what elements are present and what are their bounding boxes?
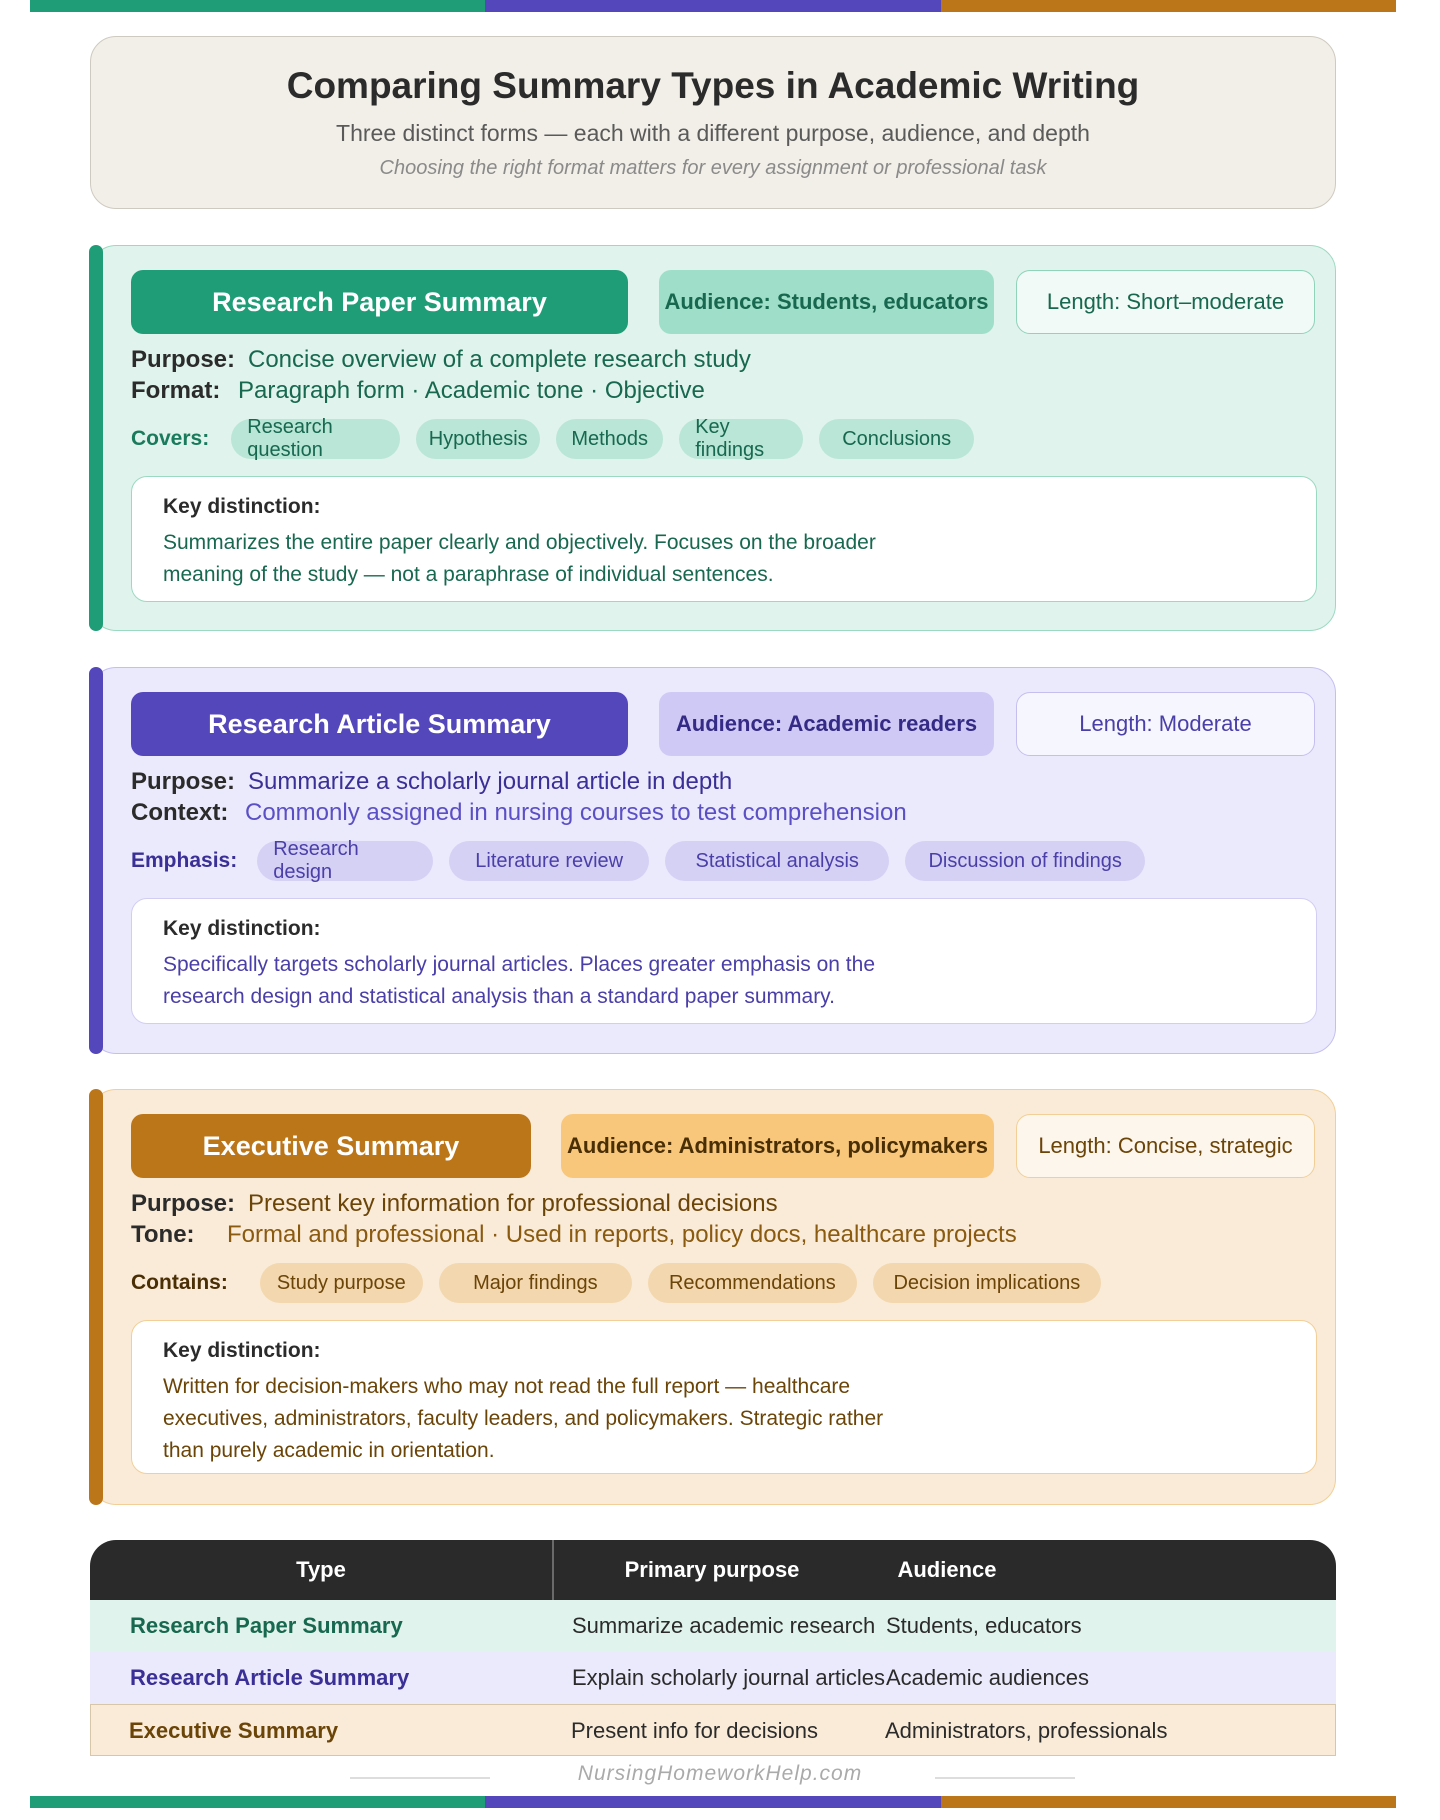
context-value: Commonly assigned in nursing courses to test comprehension bbox=[245, 799, 907, 826]
cell-type: Research Paper Summary bbox=[130, 1613, 403, 1638]
card-accent-bar bbox=[89, 667, 103, 1054]
page-title: Comparing Summary Types in Academic Writing bbox=[286, 65, 1140, 106]
context-row bbox=[131, 799, 907, 827]
key-distinction-text: Written for decision-makers who may not read the full report — healthcare executives, administrators, faculty leaders, and policymakers. Strategic rather than purely academic in orientation. bbox=[163, 1375, 884, 1462]
chip: Hypothesis bbox=[416, 419, 540, 459]
context-label: Context: bbox=[131, 799, 229, 826]
table-row bbox=[90, 1704, 1336, 1756]
page-subtitle: Three distinct forms — each with a different purpose, audience, and depth bbox=[336, 120, 1090, 147]
cell-audience: Students, educators bbox=[886, 1613, 1082, 1638]
research-paper-summary-card bbox=[90, 245, 1336, 631]
key-distinction-title: Key distinction: bbox=[163, 917, 321, 940]
purpose-value: Summarize a scholarly journal article in depth bbox=[248, 768, 733, 795]
purpose-value: Present key information for professional decisions bbox=[248, 1190, 778, 1217]
cell-purpose: Summarize academic research bbox=[572, 1613, 876, 1638]
chip: Discussion of findings bbox=[905, 841, 1145, 881]
audience-badge: Audience: Administrators, policymakers bbox=[561, 1114, 994, 1178]
length-badge: Length: Concise, strategic bbox=[1016, 1114, 1315, 1178]
emphasis-label: Emphasis: bbox=[131, 849, 238, 872]
cell-type: Research Article Summary bbox=[130, 1665, 410, 1690]
tone-row bbox=[131, 1221, 1017, 1249]
format-label: Format: bbox=[131, 377, 221, 404]
audience-badge: Audience: Academic readers bbox=[659, 692, 994, 756]
covers-label: Covers: bbox=[131, 427, 210, 450]
cell-purpose: Present info for decisions bbox=[571, 1718, 819, 1743]
chip: Key findings bbox=[679, 419, 803, 459]
cell-type: Executive Summary bbox=[129, 1718, 339, 1743]
cell-audience: Administrators, professionals bbox=[885, 1718, 1168, 1743]
chip: Study purpose bbox=[260, 1263, 423, 1303]
audience-badge: Audience: Students, educators bbox=[659, 270, 994, 334]
purpose-label: Purpose: bbox=[131, 1190, 236, 1217]
footer-site: NursingHomeworkHelp.com bbox=[577, 1762, 863, 1785]
key-distinction-title: Key distinction: bbox=[163, 1339, 321, 1362]
table-row bbox=[90, 1600, 1336, 1652]
key-distinction-text: Summarizes the entire paper clearly and objectively. Focuses on the broader meaning of the study — not a paraphrase of individual sentences. bbox=[163, 531, 876, 586]
header-panel bbox=[90, 36, 1336, 209]
purpose-label: Purpose: bbox=[131, 768, 236, 795]
footer bbox=[0, 1762, 1440, 1786]
tone-value: Formal and professional · Used in reports, policy docs, healthcare projects bbox=[227, 1221, 1017, 1248]
card-title: Executive Summary bbox=[131, 1114, 531, 1178]
chip: Research design bbox=[257, 841, 433, 881]
card-title: Research Article Summary bbox=[131, 692, 628, 756]
column-header-audience: Audience bbox=[897, 1557, 997, 1582]
key-distinction-box bbox=[131, 898, 1317, 1024]
format-row bbox=[131, 377, 705, 405]
covers-row bbox=[131, 416, 990, 461]
column-header-type: Type bbox=[296, 1557, 346, 1582]
card-accent-bar bbox=[89, 245, 103, 631]
length-badge: Length: Short–moderate bbox=[1016, 270, 1315, 334]
executive-summary-card bbox=[90, 1089, 1336, 1505]
purpose-value: Concise overview of a complete research study bbox=[248, 346, 751, 373]
research-article-summary-card bbox=[90, 667, 1336, 1054]
chip: Recommendations bbox=[648, 1263, 857, 1303]
chip: Decision implications bbox=[873, 1263, 1101, 1303]
key-distinction-box bbox=[131, 1320, 1317, 1474]
key-distinction-title: Key distinction: bbox=[163, 495, 321, 518]
page-note: Choosing the right format matters for every assignment or professional task bbox=[379, 157, 1047, 180]
purpose-row bbox=[131, 346, 751, 374]
column-header-purpose: Primary purpose bbox=[624, 1557, 800, 1582]
key-distinction-box bbox=[131, 476, 1317, 602]
purpose-label: Purpose: bbox=[131, 346, 236, 373]
footer-divider-right bbox=[935, 1777, 1075, 1779]
key-distinction-text: Specifically targets scholarly journal articles. Places greater emphasis on the research design and statistical analysis than a standard paper summary. bbox=[163, 953, 876, 1008]
emphasis-row bbox=[131, 838, 1161, 883]
table-row bbox=[90, 1652, 1336, 1704]
footer-divider-left bbox=[350, 1777, 490, 1779]
purpose-row bbox=[131, 1190, 778, 1218]
comparison-table bbox=[90, 1540, 1336, 1756]
contains-label: Contains: bbox=[131, 1271, 228, 1294]
table-header bbox=[90, 1540, 1336, 1600]
top-color-stripe bbox=[30, 0, 1396, 12]
chip: Conclusions bbox=[819, 419, 974, 459]
format-value: Paragraph form · Academic tone · Objective bbox=[238, 377, 705, 404]
chip: Methods bbox=[556, 419, 663, 459]
tone-label: Tone: bbox=[131, 1221, 195, 1248]
chip: Statistical analysis bbox=[665, 841, 889, 881]
cell-purpose: Explain scholarly journal articles bbox=[572, 1665, 886, 1690]
length-badge: Length: Moderate bbox=[1016, 692, 1315, 756]
card-accent-bar bbox=[89, 1089, 103, 1505]
purpose-row bbox=[131, 768, 732, 796]
cell-audience: Academic audiences bbox=[886, 1665, 1090, 1690]
card-title: Research Paper Summary bbox=[131, 270, 628, 334]
chip: Major findings bbox=[439, 1263, 632, 1303]
chip: Research question bbox=[231, 419, 400, 459]
bottom-color-stripe bbox=[30, 1796, 1396, 1808]
contains-row bbox=[131, 1263, 1117, 1303]
chip: Literature review bbox=[449, 841, 649, 881]
